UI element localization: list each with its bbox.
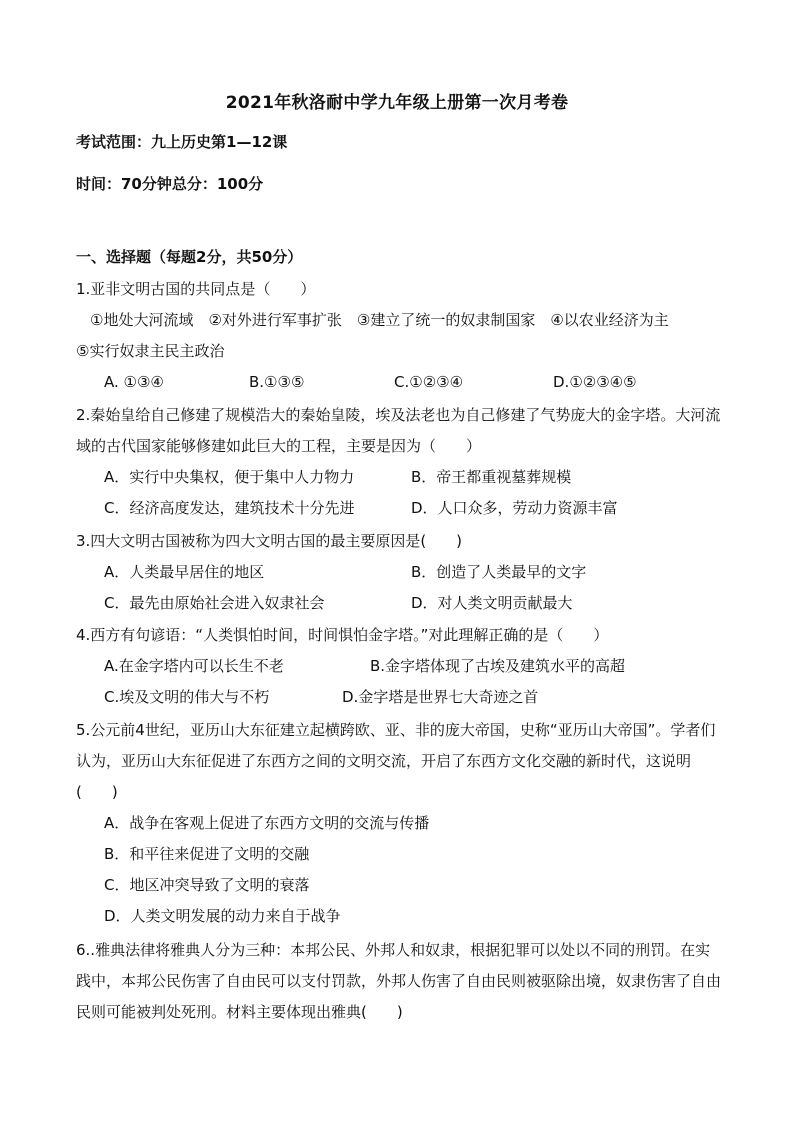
option-b: B．和平往来促进了文明的交融 <box>104 845 310 863</box>
option-b: B.金字塔体现了古埃及建筑水平的高超 <box>370 657 626 675</box>
question-1 <box>76 274 724 398</box>
options-row <box>76 651 724 682</box>
option-c: C．经济高度发达，建筑技术十分先进 <box>104 499 355 517</box>
question-stem: 3.四大文明古国被称为四大文明古国的最主要原因是( ) <box>76 532 463 550</box>
question-stem: 2.秦始皇给自己修建了规模浩大的秦始皇陵，埃及法老也为自己修建了气势庞大的金字塔。大河流域的古代国家能够修建如此巨大的工程，主要是因为（ ） <box>76 406 721 455</box>
question-stem: 6..雅典法律将雅典人分为三种：本邦公民、外邦人和奴隶，根据犯罪可以处以不同的刑罚。在实践中，本邦公民伤害了自由民可以支付罚款，外邦人伤害了自由民则被驱除出境，奴隶伤害了自由民则可能被判处死刑。材料主要体现出雅典( ) <box>76 941 722 1021</box>
option-a: A．战争在客观上促进了东西方文明的交流与传播 <box>104 814 430 832</box>
question-4 <box>76 620 724 713</box>
option-c: C．最先由原始社会进入奴隶社会 <box>104 594 325 612</box>
option-a: A．实行中央集权，便于集中人力物力 <box>104 468 355 486</box>
option-b: B．创造了人类最早的文字 <box>411 563 587 581</box>
statement-line-2: ⑤实行奴隶主民主政治 <box>76 342 225 360</box>
question-2 <box>76 400 724 524</box>
option-c: C.埃及文明的伟大与不朽 <box>104 688 270 706</box>
options-row <box>76 682 724 713</box>
option-a: A．人类最早居住的地区 <box>104 563 265 581</box>
question-stem: 1.亚非文明古国的共同点是（ ） <box>76 280 316 298</box>
options-row <box>76 493 724 524</box>
question-6 <box>76 935 724 1028</box>
options-row <box>76 462 724 493</box>
options-row <box>76 588 724 619</box>
exam-time: 时间：70分钟总分：100分 <box>76 175 264 193</box>
page-title: 2021年秋洛耐中学九年级上册第一次月考卷 <box>225 93 569 113</box>
option-b: B.①③⑤ <box>249 373 305 391</box>
option-d: D.金字塔是世界七大奇迹之首 <box>342 688 539 706</box>
option-c: C．地区冲突导致了文明的衰落 <box>104 876 310 894</box>
options-row <box>76 367 724 398</box>
option-c: C.①②③④ <box>394 373 464 391</box>
question-5 <box>76 715 724 932</box>
option-d: D．人口众多，劳动力资源丰富 <box>411 499 618 517</box>
option-a: A. ①③④ <box>104 373 164 391</box>
option-b: B．帝王都重视墓葬规模 <box>411 468 572 486</box>
exam-scope: 考试范围：九上历史第1—12课 <box>76 133 288 151</box>
question-stem: 4.西方有句谚语：“人类惧怕时间，时间惧怕金字塔。”对此理解正确的是（ ） <box>76 626 609 644</box>
option-d: D．人类文明发展的动力来自于战争 <box>104 907 341 925</box>
question-stem: 5.公元前4世纪，亚历山大东征建立起横跨欧、亚、非的庞大帝国，史称“亚历山大帝国”。学者们认为，亚历山大东征促进了东西方之间的文明交流，开启了东西方文化交融的新时代，这说明( ) <box>76 721 716 801</box>
section-heading: 一、选择题（每题2分，共50分） <box>76 248 303 266</box>
option-d: D．对人类文明贡献最大 <box>411 594 573 612</box>
options-row <box>76 557 724 588</box>
statement-line-1: ①地处大河流域 ②对外进行军事扩张 ③建立了统一的奴隶制国家 ④以农业经济为主 <box>90 311 669 329</box>
question-3 <box>76 526 724 619</box>
option-d: D.①②③④⑤ <box>553 373 637 391</box>
option-a: A.在金字塔内可以长生不老 <box>104 657 284 675</box>
